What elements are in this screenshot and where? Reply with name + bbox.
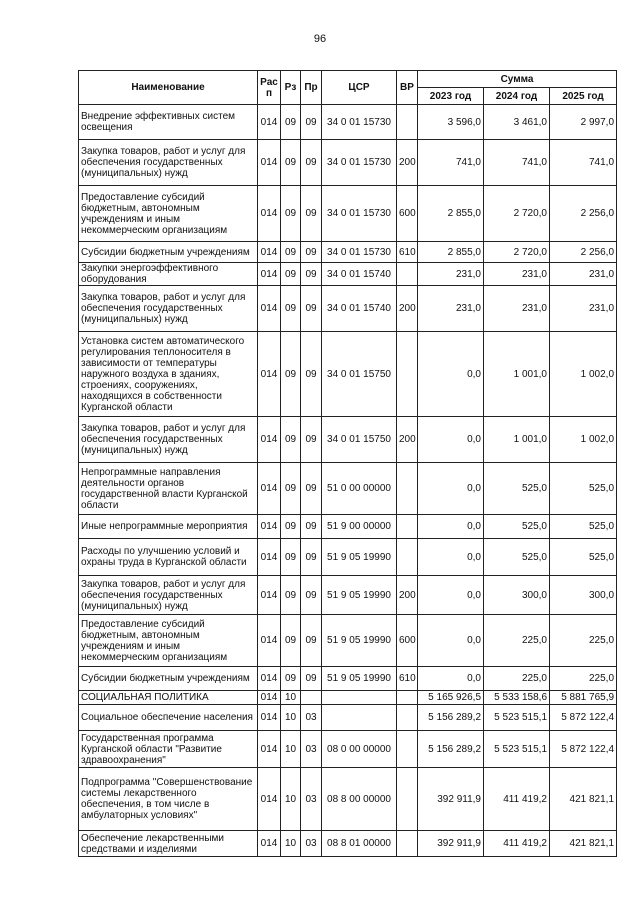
- row-2024: 741,0: [484, 140, 550, 186]
- row-2024: 2 720,0: [484, 186, 550, 242]
- row-pr: 03: [301, 705, 322, 731]
- table-row: [79, 615, 617, 667]
- row-2023: 5 156 289,2: [418, 731, 484, 768]
- row-csr: 51 9 05 19990: [322, 615, 397, 667]
- table-row: [79, 667, 617, 691]
- row-2023: 741,0: [418, 140, 484, 186]
- table-row: [79, 691, 617, 705]
- row-2025: 225,0: [550, 615, 617, 667]
- header-vr: ВР: [397, 71, 418, 105]
- row-ras: 014: [258, 667, 281, 691]
- table-row: [79, 242, 617, 263]
- row-pr: 03: [301, 768, 322, 831]
- row-ras: 014: [258, 263, 281, 286]
- row-name: Закупка товаров, работ и услуг для обеспечения государственных (муниципальных) нужд: [79, 417, 258, 463]
- row-pr: 09: [301, 463, 322, 515]
- row-name: Закупки энергоэффективного оборудования: [79, 263, 258, 286]
- row-2024: 5 523 515,1: [484, 705, 550, 731]
- row-rz: 09: [281, 515, 301, 539]
- header-ras: Рас п: [258, 71, 281, 105]
- row-2023: 2 855,0: [418, 186, 484, 242]
- row-vr: 200: [397, 286, 418, 332]
- row-ras: 014: [258, 768, 281, 831]
- row-vr: 610: [397, 242, 418, 263]
- row-2023: 0,0: [418, 576, 484, 615]
- header-2024: 2024 год: [484, 88, 550, 105]
- table-row: [79, 576, 617, 615]
- row-2023: 0,0: [418, 615, 484, 667]
- row-ras: 014: [258, 576, 281, 615]
- row-csr: 08 0 00 00000: [322, 731, 397, 768]
- row-name: Установка систем автоматического регулирования теплоносителя в зависимости от температуры наружного воздуха в зданиях, строениях, сооружениях, находящихся в собственности Курганской области: [79, 332, 258, 417]
- table-row: [79, 140, 617, 186]
- row-ras: 014: [258, 417, 281, 463]
- row-rz: 10: [281, 731, 301, 768]
- row-2023: 0,0: [418, 417, 484, 463]
- row-ras: 014: [258, 705, 281, 731]
- row-2024: 5 523 515,1: [484, 731, 550, 768]
- row-rz: 09: [281, 417, 301, 463]
- row-csr: 51 9 05 19990: [322, 576, 397, 615]
- row-ras: 014: [258, 515, 281, 539]
- table-row: [79, 417, 617, 463]
- row-2025: 741,0: [550, 140, 617, 186]
- table-row: [79, 731, 617, 768]
- row-pr: [301, 691, 322, 705]
- table-row: [79, 186, 617, 242]
- header-2023: 2023 год: [418, 88, 484, 105]
- row-rz: 10: [281, 768, 301, 831]
- row-vr: [397, 263, 418, 286]
- row-vr: 200: [397, 417, 418, 463]
- row-csr: 51 9 05 19990: [322, 539, 397, 576]
- row-vr: [397, 768, 418, 831]
- row-rz: 09: [281, 186, 301, 242]
- row-ras: 014: [258, 731, 281, 768]
- header-sum: Сумма: [418, 71, 617, 88]
- row-2023: 0,0: [418, 332, 484, 417]
- row-ras: 014: [258, 186, 281, 242]
- header-rz: Рз: [281, 71, 301, 105]
- row-vr: [397, 691, 418, 705]
- row-2025: 300,0: [550, 576, 617, 615]
- row-2023: 3 596,0: [418, 105, 484, 140]
- table-row: [79, 705, 617, 731]
- row-name: СОЦИАЛЬНАЯ ПОЛИТИКА: [79, 691, 258, 705]
- row-2024: 1 001,0: [484, 332, 550, 417]
- row-rz: 09: [281, 105, 301, 140]
- row-2024: 225,0: [484, 615, 550, 667]
- row-vr: [397, 831, 418, 857]
- header-csr: ЦСР: [322, 71, 397, 105]
- row-pr: 03: [301, 731, 322, 768]
- row-name: Предоставление субсидий бюджетным, автономным учреждениям и иным некоммерческим организациям: [79, 186, 258, 242]
- row-csr: 08 8 01 00000: [322, 831, 397, 857]
- row-2025: 5 872 122,4: [550, 705, 617, 731]
- table-row: [79, 831, 617, 857]
- row-name: Подпрограмма "Совершенствование системы лекарственного обеспечения, в том числе в амбулаторных условиях": [79, 768, 258, 831]
- row-2023: 392 911,9: [418, 768, 484, 831]
- table-row: [79, 768, 617, 831]
- row-ras: 014: [258, 332, 281, 417]
- row-pr: 09: [301, 105, 322, 140]
- row-2025: 525,0: [550, 463, 617, 515]
- row-2025: 2 256,0: [550, 242, 617, 263]
- row-pr: 09: [301, 186, 322, 242]
- row-pr: 09: [301, 286, 322, 332]
- row-ras: 014: [258, 691, 281, 705]
- row-name: Закупка товаров, работ и услуг для обеспечения государственных (муниципальных) нужд: [79, 576, 258, 615]
- row-2025: 525,0: [550, 539, 617, 576]
- row-2024: 411 419,2: [484, 831, 550, 857]
- row-rz: 09: [281, 140, 301, 186]
- row-2024: 231,0: [484, 286, 550, 332]
- row-pr: 09: [301, 242, 322, 263]
- row-rz: 09: [281, 286, 301, 332]
- page-number: 96: [313, 33, 327, 45]
- row-vr: [397, 463, 418, 515]
- row-2024: 2 720,0: [484, 242, 550, 263]
- row-2023: 5 165 926,5: [418, 691, 484, 705]
- table-row: [79, 286, 617, 332]
- row-csr: 34 0 01 15750: [322, 417, 397, 463]
- row-2024: 411 419,2: [484, 768, 550, 831]
- row-2023: 0,0: [418, 515, 484, 539]
- row-rz: 09: [281, 576, 301, 615]
- table-row: [79, 105, 617, 140]
- row-ras: 014: [258, 539, 281, 576]
- row-ras: 014: [258, 463, 281, 515]
- row-rz: 09: [281, 539, 301, 576]
- header-pr: Пр: [301, 71, 322, 105]
- row-vr: 600: [397, 186, 418, 242]
- row-vr: 600: [397, 615, 418, 667]
- row-rz: 09: [281, 263, 301, 286]
- row-pr: 09: [301, 576, 322, 615]
- row-pr: 09: [301, 667, 322, 691]
- row-ras: 014: [258, 140, 281, 186]
- row-pr: 09: [301, 417, 322, 463]
- row-2024: 1 001,0: [484, 417, 550, 463]
- row-2025: 2 997,0: [550, 105, 617, 140]
- row-ras: 014: [258, 831, 281, 857]
- row-pr: 09: [301, 263, 322, 286]
- row-2024: 525,0: [484, 515, 550, 539]
- row-2024: 525,0: [484, 539, 550, 576]
- row-csr: 34 0 01 15730: [322, 140, 397, 186]
- row-2023: 392 911,9: [418, 831, 484, 857]
- row-csr: [322, 705, 397, 731]
- row-2023: 0,0: [418, 539, 484, 576]
- row-2025: 421 821,1: [550, 831, 617, 857]
- row-rz: 09: [281, 242, 301, 263]
- row-2024: 225,0: [484, 667, 550, 691]
- row-ras: 014: [258, 615, 281, 667]
- row-csr: 51 9 05 19990: [322, 667, 397, 691]
- header-name: Наименование: [79, 71, 258, 105]
- row-rz: 09: [281, 615, 301, 667]
- row-name: Социальное обеспечение населения: [79, 705, 258, 731]
- row-vr: 610: [397, 667, 418, 691]
- row-name: Предоставление субсидий бюджетным, автономным учреждениям и иным некоммерческим организациям: [79, 615, 258, 667]
- row-vr: 200: [397, 576, 418, 615]
- row-2024: 3 461,0: [484, 105, 550, 140]
- budget-table: [78, 70, 617, 857]
- row-2025: 421 821,1: [550, 768, 617, 831]
- row-ras: 014: [258, 105, 281, 140]
- row-rz: 10: [281, 705, 301, 731]
- row-2024: 300,0: [484, 576, 550, 615]
- row-2023: 5 156 289,2: [418, 705, 484, 731]
- row-pr: 09: [301, 140, 322, 186]
- row-pr: 09: [301, 615, 322, 667]
- row-2024: 231,0: [484, 263, 550, 286]
- row-csr: [322, 691, 397, 705]
- row-csr: 34 0 01 15740: [322, 263, 397, 286]
- row-name: Субсидии бюджетным учреждениям: [79, 242, 258, 263]
- header-2025: 2025 год: [550, 88, 617, 105]
- row-csr: 51 0 00 00000: [322, 463, 397, 515]
- row-2023: 231,0: [418, 286, 484, 332]
- row-csr: 34 0 01 15730: [322, 242, 397, 263]
- table-row: [79, 263, 617, 286]
- row-csr: 08 8 00 00000: [322, 768, 397, 831]
- row-pr: 09: [301, 332, 322, 417]
- table-row: [79, 463, 617, 515]
- table-header: [79, 71, 617, 105]
- row-csr: 34 0 01 15730: [322, 186, 397, 242]
- row-2025: 525,0: [550, 515, 617, 539]
- row-name: Закупка товаров, работ и услуг для обеспечения государственных (муниципальных) нужд: [79, 140, 258, 186]
- table-body: [79, 105, 617, 857]
- row-2024: 525,0: [484, 463, 550, 515]
- row-name: Государственная программа Курганской области "Развитие здравоохранения": [79, 731, 258, 768]
- row-pr: 09: [301, 539, 322, 576]
- row-ras: 014: [258, 286, 281, 332]
- row-2023: 2 855,0: [418, 242, 484, 263]
- row-vr: [397, 515, 418, 539]
- row-ras: 014: [258, 242, 281, 263]
- row-csr: 34 0 01 15750: [322, 332, 397, 417]
- row-rz: 09: [281, 332, 301, 417]
- row-name: Непрограммные направления деятельности органов государственной власти Курганской области: [79, 463, 258, 515]
- row-rz: 09: [281, 667, 301, 691]
- row-name: Закупка товаров, работ и услуг для обеспечения государственных (муниципальных) нужд: [79, 286, 258, 332]
- row-name: Внедрение эффективных систем освещения: [79, 105, 258, 140]
- row-vr: [397, 731, 418, 768]
- row-pr: 09: [301, 515, 322, 539]
- row-2025: 231,0: [550, 263, 617, 286]
- row-2025: 2 256,0: [550, 186, 617, 242]
- row-rz: 09: [281, 463, 301, 515]
- row-2025: 1 002,0: [550, 417, 617, 463]
- row-2024: 5 533 158,6: [484, 691, 550, 705]
- row-vr: [397, 539, 418, 576]
- row-csr: 34 0 01 15740: [322, 286, 397, 332]
- row-2025: 5 881 765,9: [550, 691, 617, 705]
- row-2025: 1 002,0: [550, 332, 617, 417]
- row-name: Обеспечение лекарственными средствами и изделиями: [79, 831, 258, 857]
- row-rz: 10: [281, 691, 301, 705]
- row-2023: 231,0: [418, 263, 484, 286]
- row-2023: 0,0: [418, 463, 484, 515]
- row-2025: 231,0: [550, 286, 617, 332]
- row-vr: [397, 705, 418, 731]
- row-2025: 225,0: [550, 667, 617, 691]
- table-row: [79, 515, 617, 539]
- row-name: Субсидии бюджетным учреждениям: [79, 667, 258, 691]
- table-row: [79, 539, 617, 576]
- row-vr: [397, 105, 418, 140]
- row-csr: 34 0 01 15730: [322, 105, 397, 140]
- row-name: Иные непрограммные мероприятия: [79, 515, 258, 539]
- row-vr: [397, 332, 418, 417]
- row-rz: 10: [281, 831, 301, 857]
- row-csr: 51 9 00 00000: [322, 515, 397, 539]
- row-pr: 03: [301, 831, 322, 857]
- row-name: Расходы по улучшению условий и охраны труда в Курганской области: [79, 539, 258, 576]
- row-vr: 200: [397, 140, 418, 186]
- row-2023: 0,0: [418, 667, 484, 691]
- table-row: [79, 332, 617, 417]
- row-2025: 5 872 122,4: [550, 731, 617, 768]
